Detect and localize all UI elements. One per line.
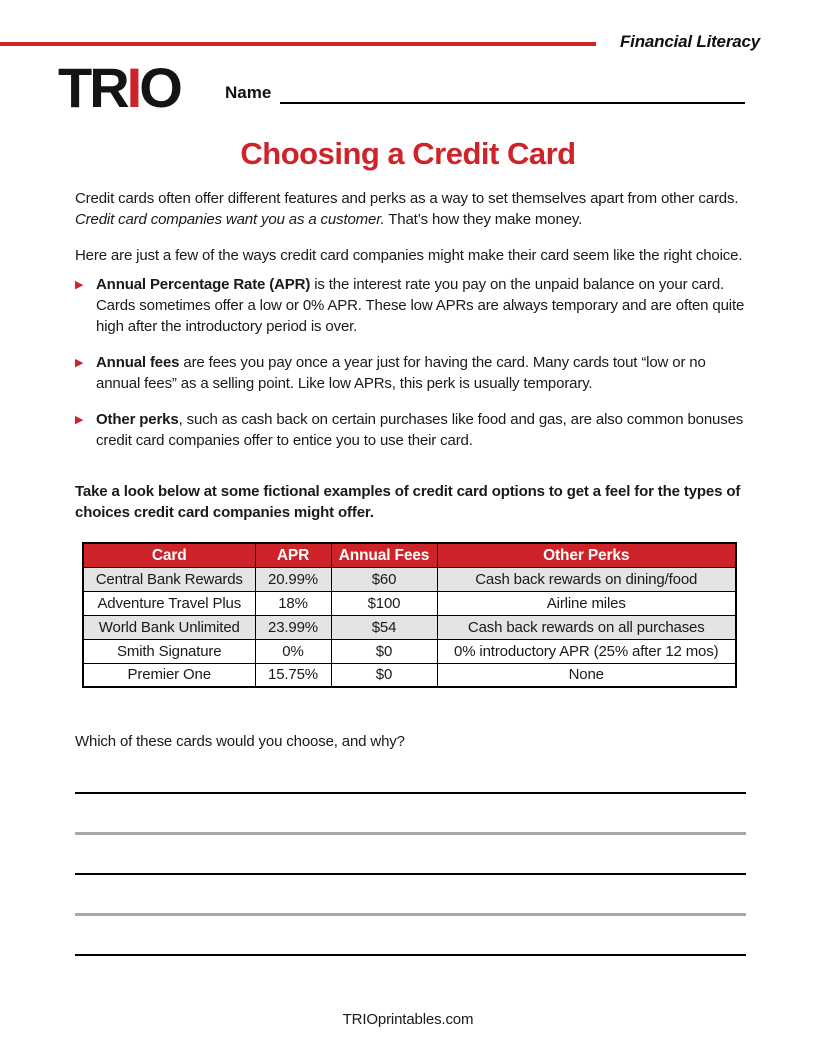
cell-card-name: World Bank Unlimited xyxy=(83,615,255,639)
intro-paragraph-2: Here are just a few of the ways credit card companies might make their card seem like the right choice. xyxy=(75,247,743,264)
body-content xyxy=(75,188,746,994)
name-label: Name xyxy=(225,83,272,102)
cell-other-perks: Airline miles xyxy=(437,591,736,615)
table-intro-text: Take a look below at some fictional examples of credit card options to get a feel for the types of choices credit card companies might offer. xyxy=(75,483,741,521)
column-header-card: Card xyxy=(83,543,255,567)
cell-other-perks: Cash back rewards on dining/food xyxy=(437,567,736,591)
answer-blank-line xyxy=(75,913,746,916)
name-blank-line xyxy=(280,82,745,104)
credit-card-comparison-table xyxy=(82,542,737,688)
cell-card-name: Premier One xyxy=(83,663,255,687)
footer-url: TRIOprintables.com xyxy=(342,1011,474,1028)
intro-paragraph-1 xyxy=(75,188,746,230)
cell-apr: 23.99% xyxy=(255,615,331,639)
bullet-apr-text: is the interest rate you pay on the unpaid balance on your card. Cards sometimes offer a low or 0% APR. These low APRs are always temporary and are often quite high after the introductory period is over. xyxy=(96,276,745,335)
trio-logo xyxy=(58,56,180,119)
cell-annual-fees: $0 xyxy=(331,639,437,663)
page-title: Choosing a Credit Card xyxy=(240,136,576,171)
cell-card-name: Central Bank Rewards xyxy=(83,567,255,591)
intro-p1-italic: Credit card companies want you as a customer. xyxy=(75,211,385,228)
cell-apr: 20.99% xyxy=(255,567,331,591)
column-header-other-perks: Other Perks xyxy=(437,543,736,567)
table-row xyxy=(83,591,736,615)
answer-blank-line xyxy=(75,792,746,794)
bullet-arrow-icon: ▶ xyxy=(75,357,84,369)
response-question: Which of these cards would you choose, and why? xyxy=(75,733,405,750)
bullet-apr xyxy=(75,274,746,337)
bullet-annual-fees-term: Annual fees xyxy=(96,354,180,371)
cell-other-perks: Cash back rewards on all purchases xyxy=(437,615,736,639)
table-row xyxy=(83,615,736,639)
cell-card-name: Adventure Travel Plus xyxy=(83,591,255,615)
bullet-arrow-icon: ▶ xyxy=(75,414,84,426)
cell-apr: 18% xyxy=(255,591,331,615)
feature-bullet-list xyxy=(75,274,746,451)
logo-text-i: I xyxy=(126,56,140,119)
bullet-arrow-icon: ▶ xyxy=(75,279,84,291)
answer-lines xyxy=(75,792,746,956)
cell-annual-fees: $100 xyxy=(331,591,437,615)
name-field xyxy=(225,82,745,104)
logo-text-o: O xyxy=(139,56,180,119)
bullet-other-perks-term: Other perks xyxy=(96,411,179,428)
column-header-annual-fees: Annual Fees xyxy=(331,543,437,567)
cell-other-perks: None xyxy=(437,663,736,687)
bullet-annual-fees-text: are fees you pay once a year just for having the card. Many cards tout “low or no annual fees” as a selling point. Like low APRs, this perk is usually temporary. xyxy=(96,354,706,392)
cell-apr: 0% xyxy=(255,639,331,663)
table-header-row xyxy=(83,543,736,567)
cell-annual-fees: $60 xyxy=(331,567,437,591)
table-row xyxy=(83,567,736,591)
answer-blank-line xyxy=(75,873,746,875)
table-row xyxy=(83,663,736,687)
cell-card-name: Smith Signature xyxy=(83,639,255,663)
answer-blank-line xyxy=(75,954,746,956)
header-rule xyxy=(0,42,596,46)
table-row xyxy=(83,639,736,663)
bullet-apr-term: Annual Percentage Rate (APR) xyxy=(96,276,311,293)
cell-annual-fees: $54 xyxy=(331,615,437,639)
bullet-other-perks-text: , such as cash back on certain purchases like food and gas, are also common bonuses credit card companies offer to entice you to use their card. xyxy=(96,411,744,449)
intro-p1-start: Credit cards often offer different features and perks as a way to set themselves apart from other cards. xyxy=(75,190,739,207)
cell-other-perks: 0% introductory APR (25% after 12 mos) xyxy=(437,639,736,663)
cell-apr: 15.75% xyxy=(255,663,331,687)
logo-text-tr: TR xyxy=(58,56,127,119)
cell-annual-fees: $0 xyxy=(331,663,437,687)
intro-p1-end: That’s how they make money. xyxy=(384,211,583,228)
answer-blank-line xyxy=(75,832,746,835)
category-label: Financial Literacy xyxy=(619,32,760,51)
bullet-other-perks xyxy=(75,409,746,451)
bullet-annual-fees xyxy=(75,352,746,394)
column-header-apr: APR xyxy=(255,543,331,567)
